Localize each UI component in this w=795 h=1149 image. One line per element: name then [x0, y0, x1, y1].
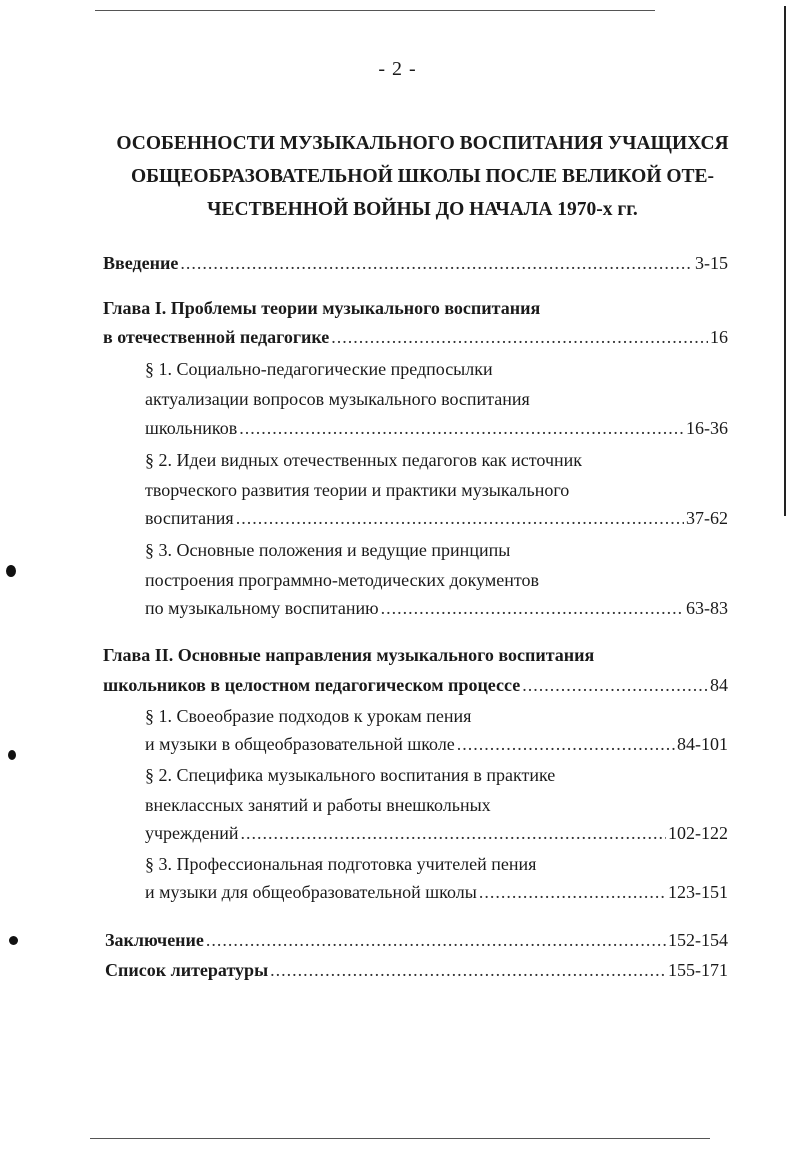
toc-entry-bibliography: Список литературы ..... 155-171: [105, 960, 728, 986]
toc-section-2-3: и музыки для общеобразовательной школы ..... 123-151: [145, 882, 728, 908]
title-line: ЧЕСТВЕННОЙ ВОЙНЫ ДО НАЧАЛА 1970-х гг.: [207, 199, 638, 220]
toc-chapter-1: в отечественной педагогике ..... 16: [103, 327, 728, 353]
toc-section-text: § 2. Идеи видных отечественных педагогов как источник: [145, 450, 583, 470]
toc-section-text: § 3. Основные положения и ведущие принципы: [145, 540, 511, 560]
toc-section-text: § 1. Своеобразие подходов к урокам пения: [145, 706, 472, 726]
toc-section-text: § 3. Профессиональная подготовка учителей пения: [145, 854, 537, 874]
toc-section-1-3: по музыкальному воспитанию ..... 63-83: [145, 598, 728, 624]
toc-section-text: § 1. Социально-педагогические предпосылки: [145, 359, 493, 379]
scan-edge-line: [95, 10, 655, 11]
title-line: ОСОБЕННОСТИ МУЗЫКАЛЬНОГО ВОСПИТАНИЯ УЧАЩИХСЯ: [116, 133, 729, 154]
toc-section-text: творческого развития теории и практики музыкального: [145, 480, 570, 500]
toc-entry-introduction: Введение ..... 3-15: [103, 253, 728, 279]
binding-hole-mark: [8, 750, 16, 760]
toc-section-text: актуализации вопросов музыкального воспитания: [145, 389, 530, 409]
scan-edge-line: [90, 1138, 710, 1139]
toc-chapter-1-title: Глава I. Проблемы теории музыкального воспитания: [103, 298, 541, 318]
title-line: ОБЩЕОБРАЗОВАТЕЛЬНОЙ ШКОЛЫ ПОСЛЕ ВЕЛИКОЙ ОТЕ-: [130, 166, 715, 187]
toc-section-1-1: школьников ..... 16-36: [145, 418, 728, 444]
toc-section-text: § 2. Специфика музыкального воспитания в практике: [145, 765, 556, 785]
document-title: [100, 127, 745, 226]
page-number: - 2 -: [378, 58, 417, 80]
toc-section-2-1: и музыки в общеобразовательной школе ..... 84-101: [145, 734, 728, 760]
toc-chapter-2: школьников в целостном педагогическом процессе ..... 84: [103, 675, 728, 701]
toc-section-text: внеклассных занятий и работы внешкольных: [145, 795, 491, 815]
binding-hole-mark: [9, 936, 18, 945]
toc-chapter-2-title: Глава II. Основные направления музыкального воспитания: [103, 645, 595, 665]
toc-section-2-2: учреждений ..... 102-122: [145, 823, 728, 849]
scan-edge-line: [784, 6, 786, 516]
binding-hole-mark: [6, 565, 16, 577]
toc-section-1-2: воспитания ..... 37-62: [145, 508, 728, 534]
toc-entry-conclusion: Заключение ..... 152-154: [105, 930, 728, 956]
toc-section-text: построения программно-методических документов: [145, 570, 540, 590]
